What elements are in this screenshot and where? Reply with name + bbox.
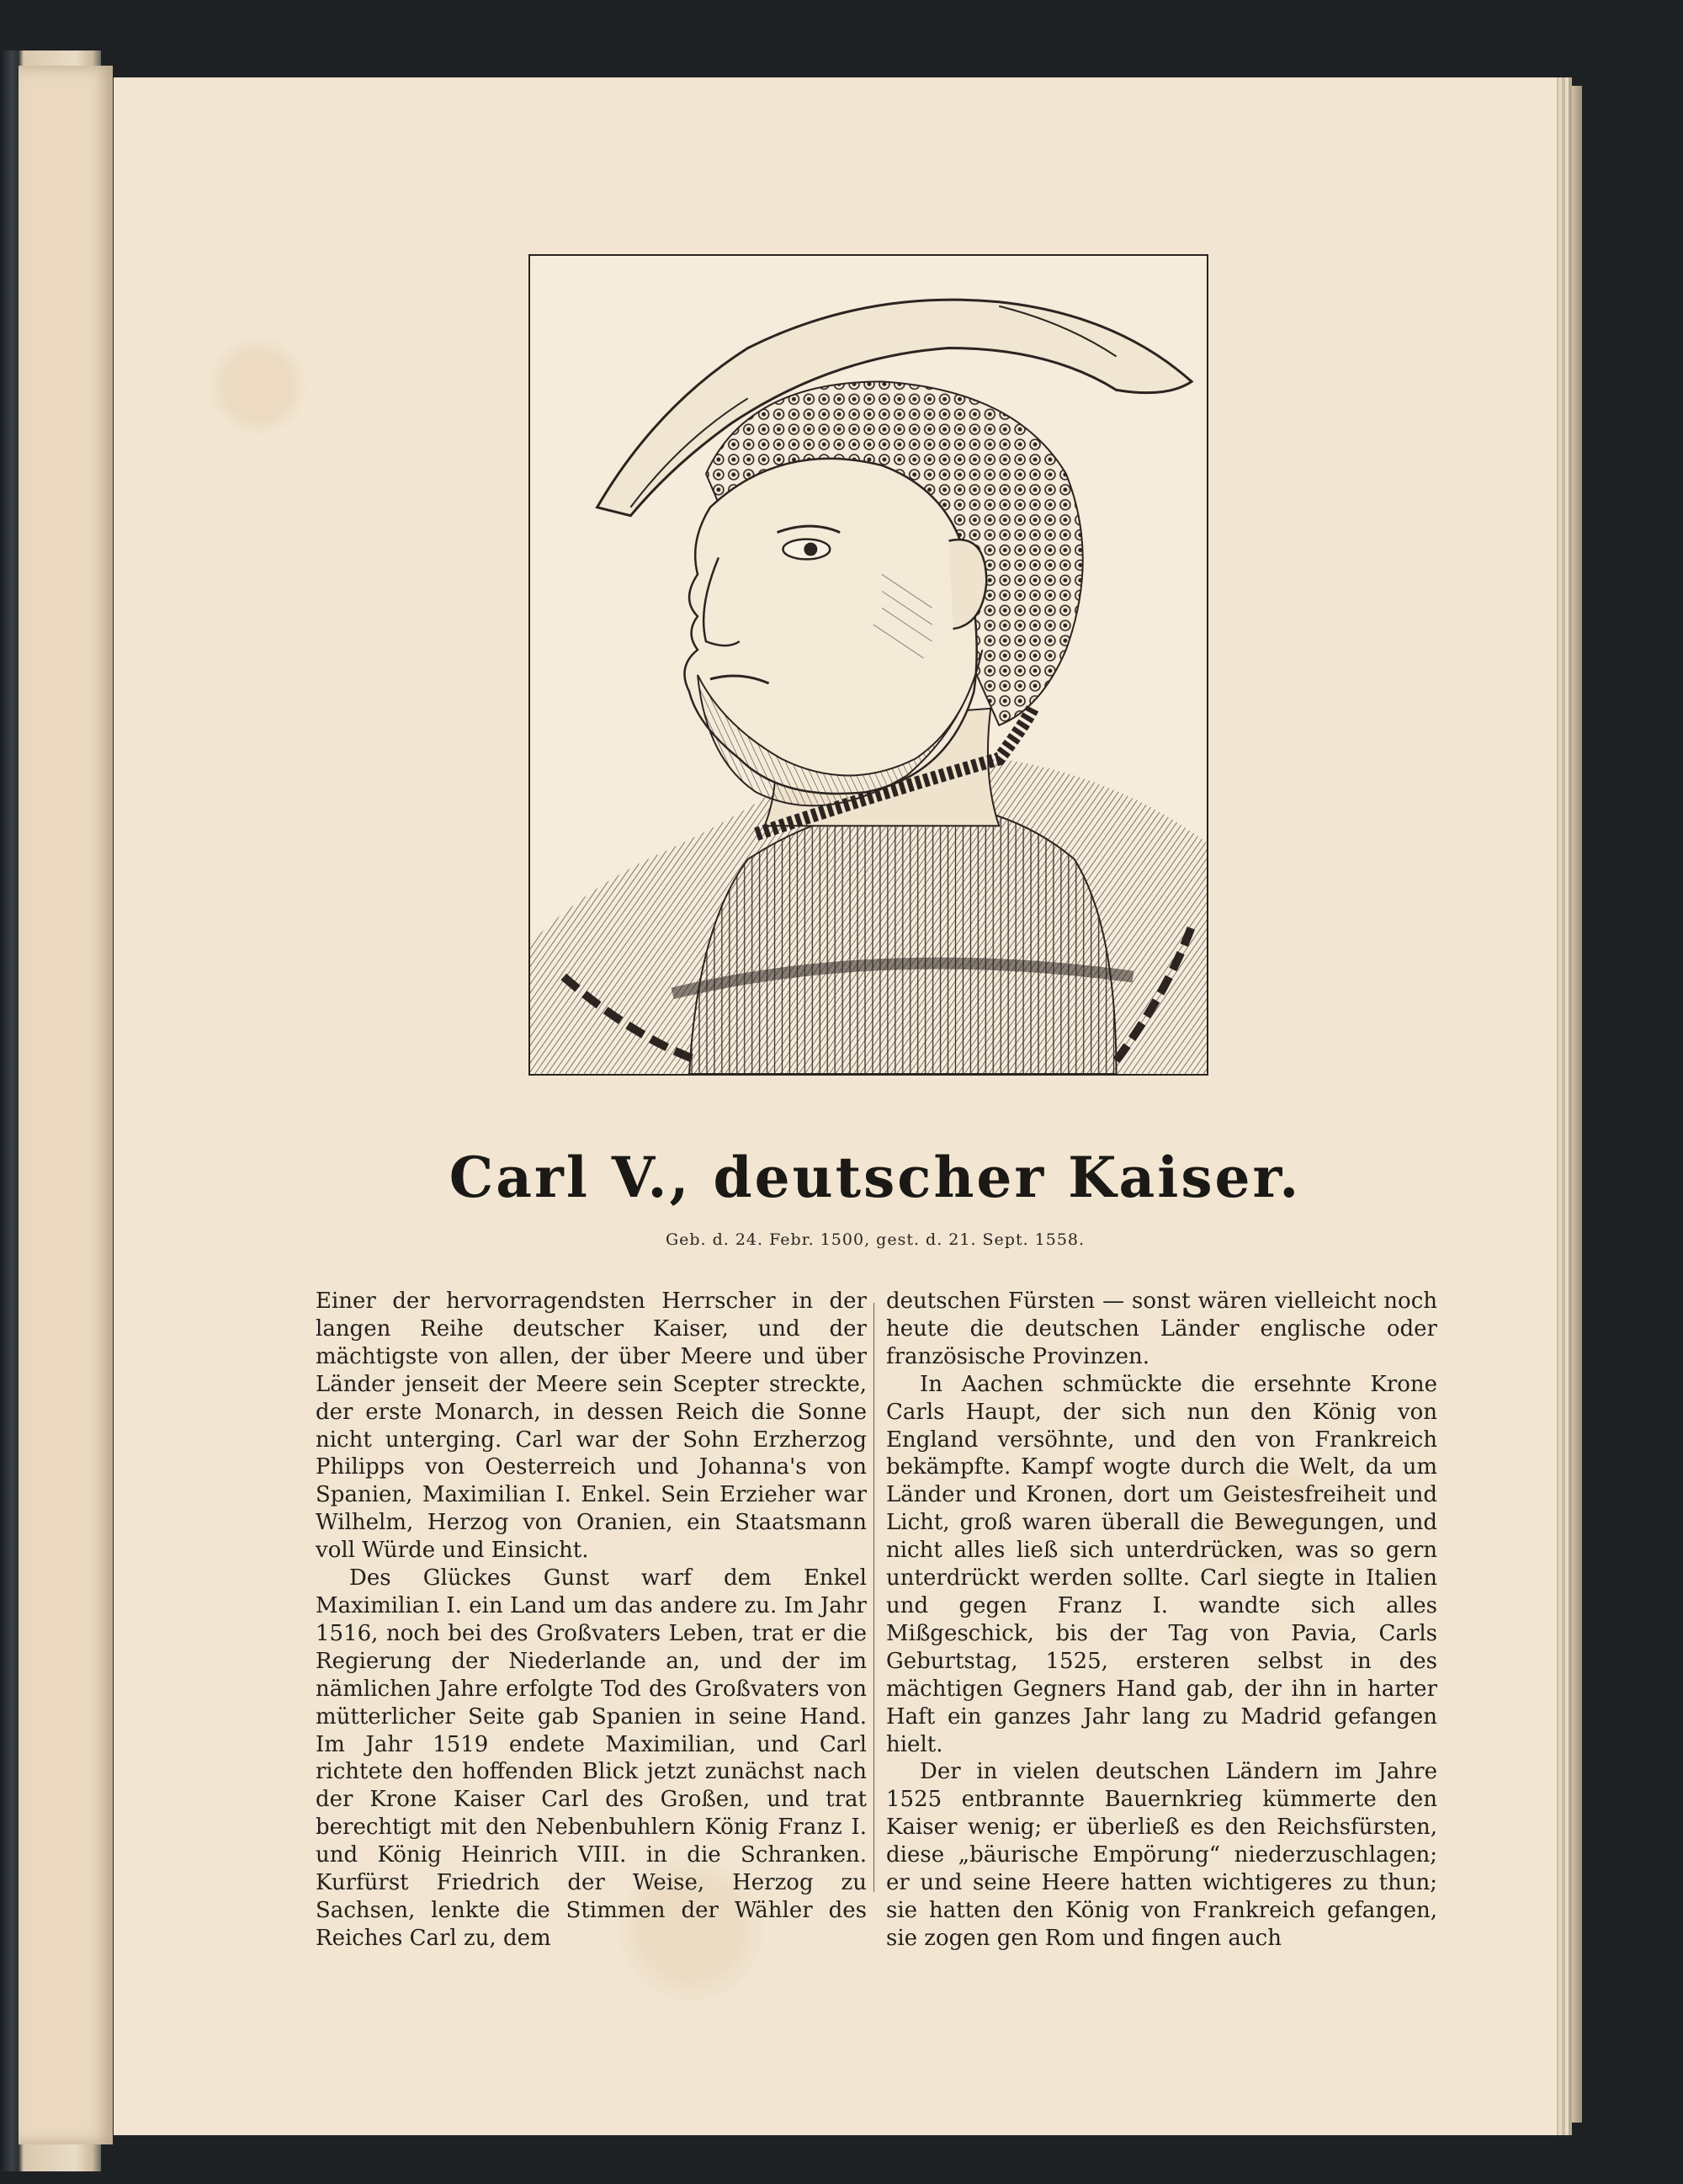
paragraph: In Aachen schmückte die ersehnte Krone Carls Haupt, der sich nun den König von England versöhnte, und den von Frankreich bekämpfte. Kampf wogte durch die Welt, da um Länder und Kronen, dort um Geistesfreiheit und Licht, groß waren überall die Bewegungen, und nicht alles ließ sich unterdrücken, was so gern unterdrückt werden sollte. Carl siegte in Italien und gegen Franz I. wandte sich alles Mißgeschick, bis der Tag von Pavia, Carls Geburtstag, 1525, ersteren selbst in des mächtigen Gegners Hand gab, der ihn in harter Haft ein ganzes Jahr lang zu Madrid gefangen hielt. (886, 1371, 1437, 1757)
paragraph: Der in vielen deutschen Ländern im Jahre 1525 entbrannte Bauernkrieg kümmerte den Kaiser wenig; er überließ es den Reichsfürsten, diese „bäurische Empörung“ niederzuschlagen; er und seine Heere hatten wichtigeres zu thun; sie hatten den König von Frankreich gefangen, sie zogen gen Rom und fingen auch (886, 1759, 1437, 1951)
page-stack-edge (1572, 86, 1582, 2123)
birth-death-dates: Geb. d. 24. Febr. 1500, gest. d. 21. Sept. 1558. (665, 1230, 1086, 1249)
article-title: Carl V., deutscher Kaiser. (449, 1145, 1302, 1210)
text-column-left (316, 1288, 867, 1953)
text-column-right (886, 1288, 1437, 1953)
portrait-engraving (528, 254, 1208, 1076)
left-page-edge (19, 66, 113, 2144)
paragraph: Des Glückes Gunst warf dem Enkel Maximilian I. ein Land um das andere zu. Im Jahr 1516, noch bei des Großvaters Leben, trat er die Regierung der Niederlande an, und der im nämlichen Jahre erfolgte Tod des Großvaters von mütterlicher Seite gab Spanien in seine Hand. Im Jahr 1519 endete Maximilian, und Carl richtete den hoffenden Blick jetzt zunächst nach der Krone Kaiser Carl des Großen, und trat berechtigt mit den Nebenbuhlern König Franz I. und König Heinrich VIII. in die Schranken. Kurfürst Friedrich der Weise, Herzog zu Sachsen, lenkte die Stimmen der Wähler des Reiches Carl zu, dem (316, 1565, 867, 1951)
column-divider (873, 1303, 874, 1892)
portrait-illustration (530, 256, 1207, 1074)
paragraph: deutschen Fürsten — sonst wären vielleicht noch heute die deutschen Länder englische oder französische Provinzen. (886, 1289, 1437, 1369)
paragraph: Einer der hervorragendsten Herrscher in der langen Reihe deutscher Kaiser, und der mächtigste von allen, der über Meere und über Länder jenseit der Meere sein Scepter streckte, der erste Monarch, in dessen Reich die Sonne nicht unterging. Carl war der Sohn Erzherzog Philipps von Oesterreich und Johanna's von Spanien, Maximilian I. Enkel. Sein Erzieher war Wilhelm, Herzog von Oranien, ein Staatsmann voll Würde und Einsicht. (316, 1289, 867, 1564)
